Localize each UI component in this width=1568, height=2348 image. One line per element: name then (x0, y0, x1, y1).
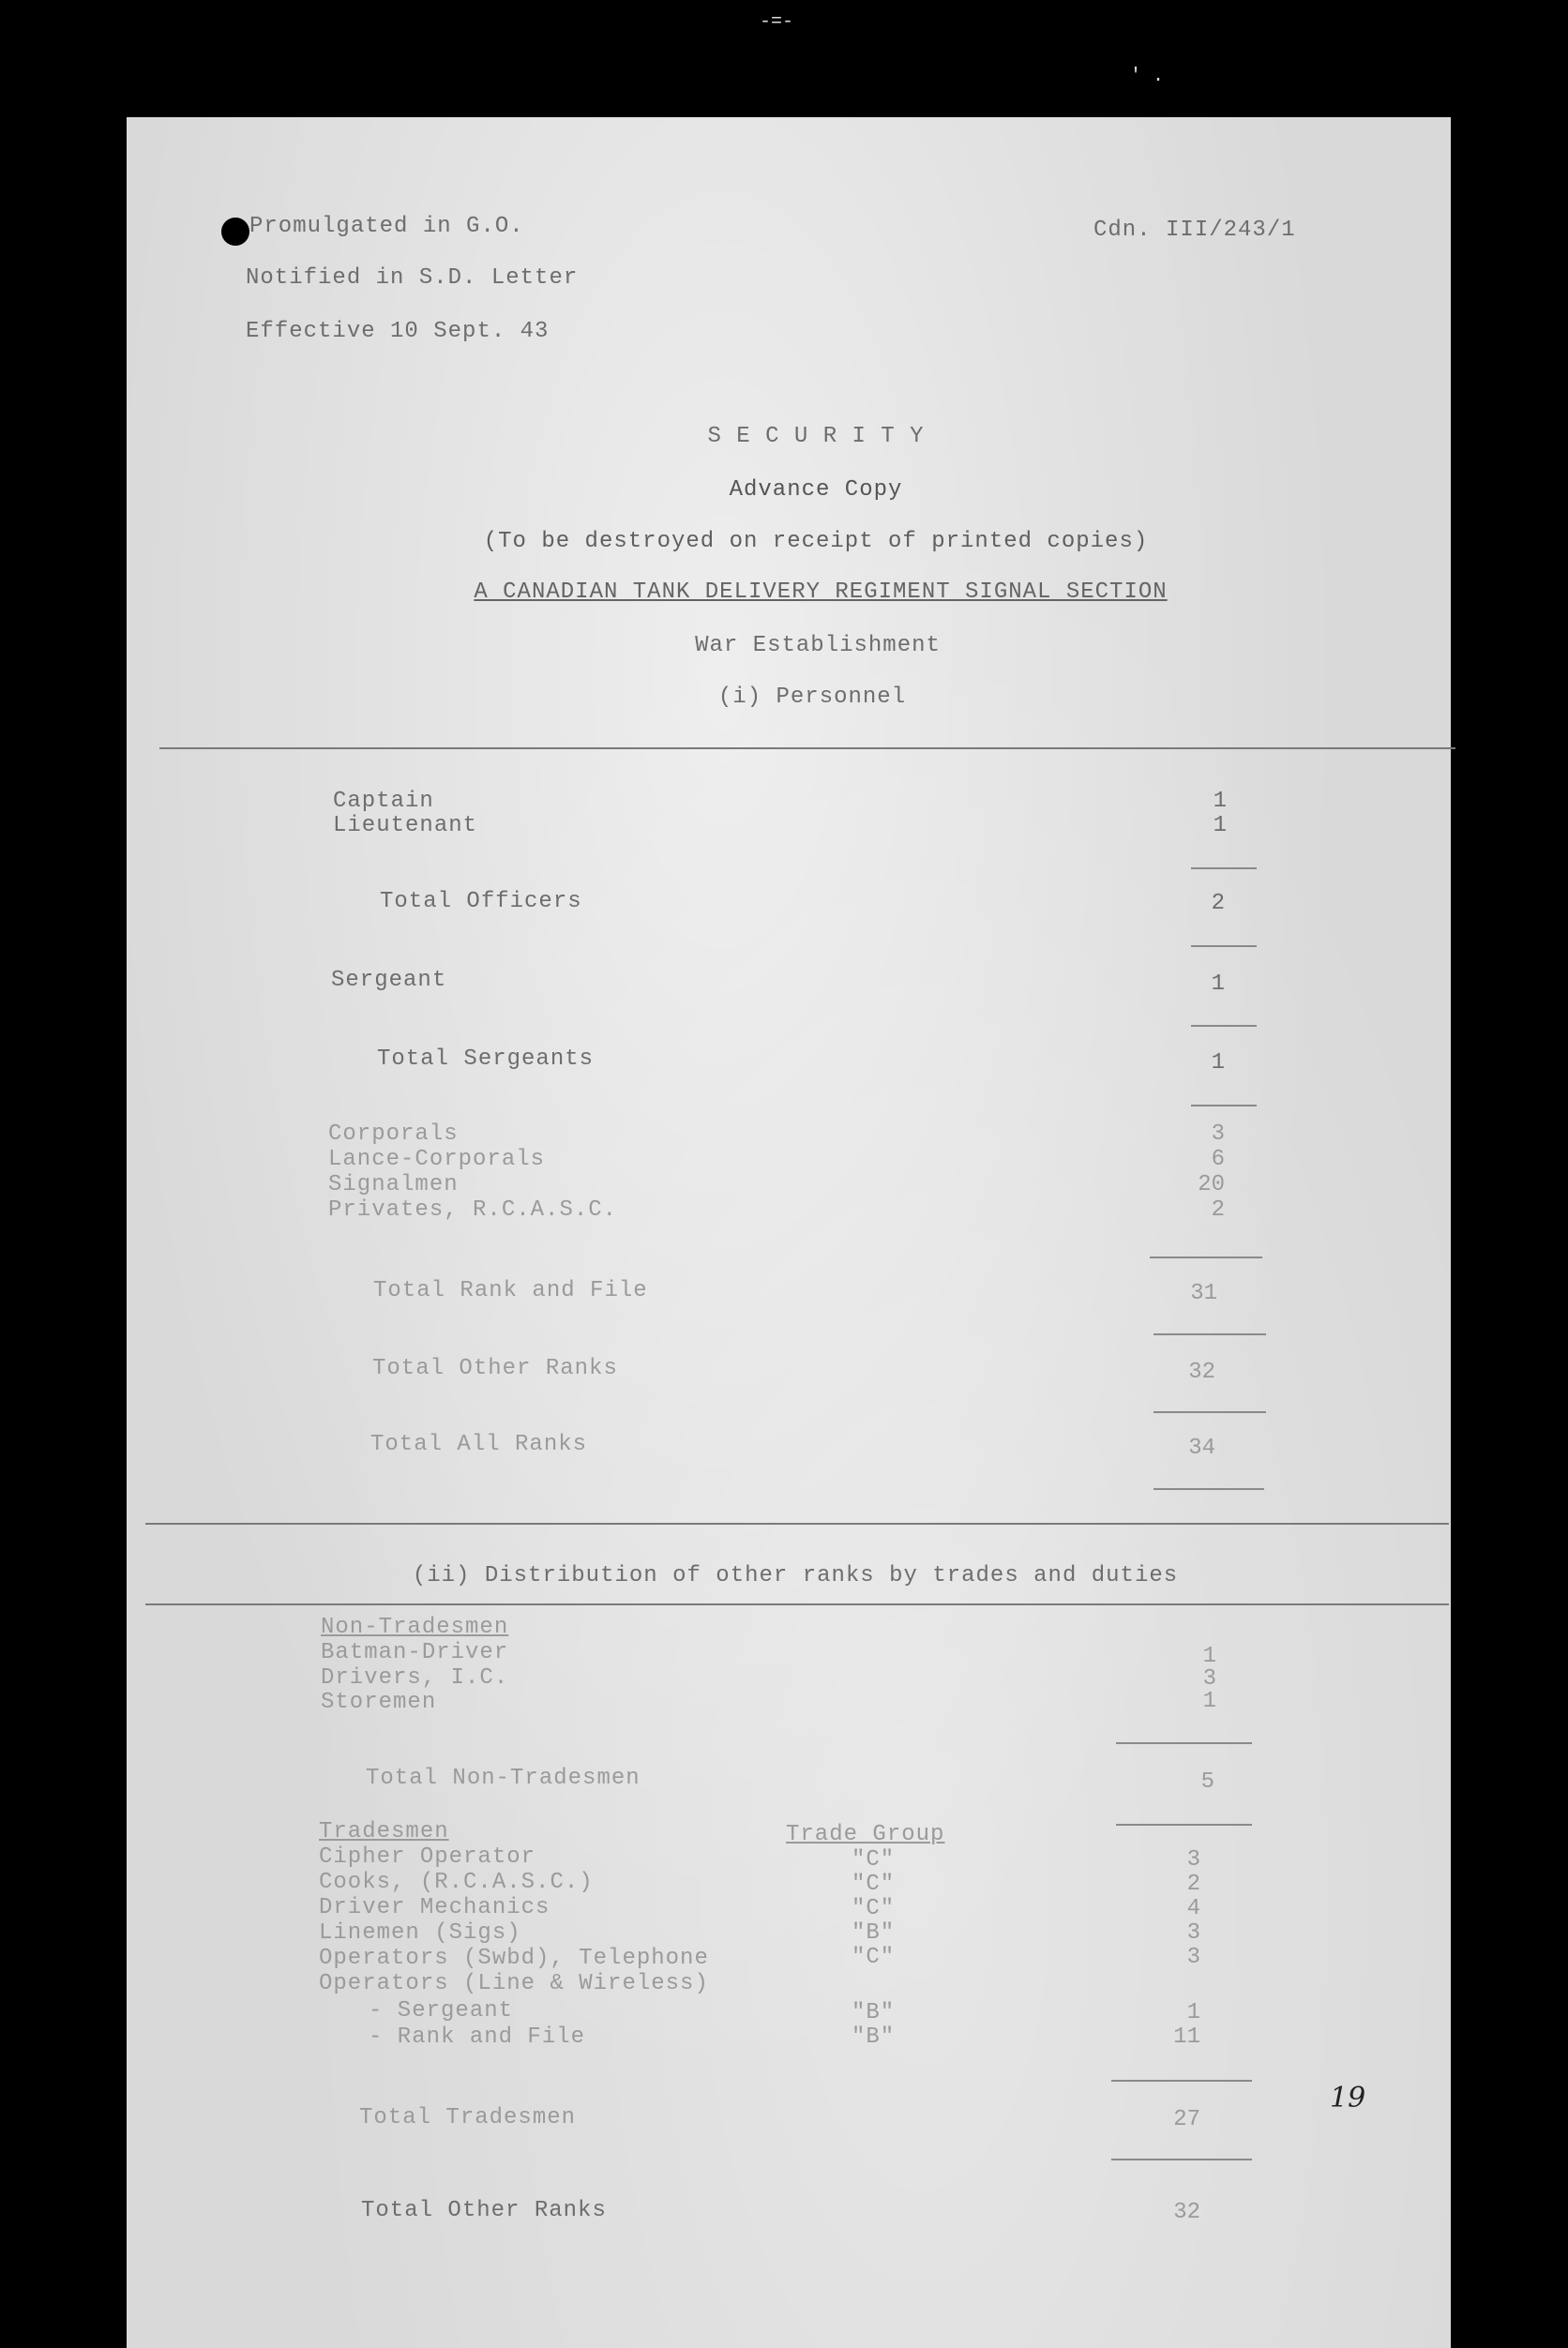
total-rank-file-value: 31 (1190, 1281, 1217, 1306)
op-sergeant-value: 1 (1186, 2000, 1200, 2025)
subtotal-rule (1153, 1411, 1266, 1413)
lance-corporals-label: Lance-Corporals (328, 1147, 546, 1172)
total-officers-label: Total Officers (380, 889, 582, 914)
cipher-value: 3 (1186, 1847, 1200, 1873)
destroy-note: (To be destroyed on receipt of printed copies) (483, 529, 1149, 554)
subtotal-rule (1111, 2080, 1252, 2082)
corporals-value: 3 (1211, 1121, 1225, 1147)
security-heading: S E C U R I T Y (707, 424, 925, 449)
signalmen-label: Signalmen (328, 1172, 459, 1197)
op-rank-file-label: - Rank and File (369, 2024, 586, 2050)
advance-copy: Advance Copy (729, 477, 903, 503)
section-divider (145, 1603, 1449, 1605)
cooks-value: 2 (1186, 1872, 1200, 1897)
batman-label: Batman-Driver (321, 1640, 509, 1665)
total-other-ranks-final-value: 32 (1173, 2200, 1200, 2225)
non-tradesmen-heading: Non-Tradesmen (321, 1615, 509, 1640)
effective-line: Effective 10 Sept. 43 (246, 319, 550, 344)
cooks-group: "C" (852, 1872, 896, 1897)
cipher-label: Cipher Operator (319, 1844, 536, 1870)
op-sergeant-label: - Sergeant (369, 1998, 514, 2024)
cooks-label: Cooks, (R.C.A.S.C.) (319, 1870, 594, 1895)
total-officers-value: 2 (1211, 891, 1225, 916)
total-non-tradesmen-value: 5 (1200, 1769, 1214, 1795)
unit-title: A CANADIAN TANK DELIVERY REGIMENT SIGNAL SECTION (474, 579, 1168, 605)
subtotal-rule (1116, 1824, 1252, 1826)
subtotal-rule (1191, 867, 1257, 869)
privates-label: Privates, R.C.A.S.C. (328, 1197, 618, 1223)
operators-lw-label: Operators (Line & Wireless) (319, 1971, 709, 1996)
subtotal-rule (1111, 2159, 1252, 2160)
total-other-ranks-label: Total Other Ranks (372, 1356, 618, 1381)
subtotal-rule (1116, 1742, 1252, 1744)
storemen-label: Storemen (321, 1690, 437, 1715)
storemen-value: 1 (1202, 1689, 1216, 1714)
driver-mechanics-value: 4 (1186, 1896, 1200, 1921)
drivers-value: 3 (1202, 1666, 1216, 1692)
part-one-heading: (i) Personnel (717, 685, 907, 710)
total-non-tradesmen-label: Total Non-Tradesmen (366, 1766, 641, 1791)
total-other-ranks-final-label: Total Other Ranks (361, 2198, 607, 2223)
scan-mark: ' . (1130, 66, 1165, 87)
subtotal-rule (1191, 945, 1257, 947)
war-establishment: War Establishment (695, 633, 941, 658)
sergeant-value: 1 (1211, 971, 1225, 997)
op-sergeant-group: "B" (852, 2000, 896, 2025)
operators-swbd-value: 3 (1186, 1945, 1200, 1970)
drivers-label: Drivers, I.C. (321, 1665, 509, 1691)
corporals-label: Corporals (328, 1121, 459, 1147)
scan-mark: -=- (760, 11, 794, 33)
privates-value: 2 (1211, 1197, 1225, 1223)
operators-swbd-group: "C" (852, 1945, 896, 1970)
total-other-ranks-value: 32 (1188, 1360, 1215, 1385)
subtotal-rule (1153, 1488, 1264, 1490)
linemen-group: "B" (852, 1920, 896, 1946)
notified-line: Notified in S.D. Letter (246, 265, 579, 291)
subtotal-rule (1150, 1257, 1262, 1258)
lieutenant-label: Lieutenant (333, 813, 478, 838)
section-divider (159, 747, 1455, 749)
part-two-heading: (ii) Distribution of other ranks by trades and duties (412, 1563, 1179, 1588)
total-sergeants-label: Total Sergeants (377, 1046, 595, 1072)
captain-value: 1 (1213, 789, 1227, 814)
tradesmen-heading: Tradesmen (319, 1819, 449, 1844)
lance-corporals-value: 6 (1211, 1147, 1225, 1172)
document-page (127, 117, 1451, 2348)
total-rank-file-label: Total Rank and File (373, 1278, 648, 1303)
file-reference: Cdn. III/243/1 (1093, 218, 1296, 243)
handwritten-annotation: 19 (1330, 2082, 1366, 2115)
subtotal-rule (1191, 1105, 1257, 1106)
total-tradesmen-label: Total Tradesmen (359, 2105, 577, 2130)
total-all-ranks-label: Total All Ranks (370, 1432, 588, 1457)
trade-group-heading: Trade Group (786, 1822, 945, 1847)
subtotal-rule (1191, 1025, 1257, 1027)
cipher-group: "C" (852, 1847, 896, 1873)
punch-hole (221, 218, 249, 246)
total-all-ranks-value: 34 (1188, 1436, 1215, 1461)
op-rank-file-value: 11 (1173, 2024, 1200, 2050)
batman-value: 1 (1202, 1644, 1216, 1669)
total-sergeants-value: 1 (1211, 1050, 1225, 1076)
sergeant-label: Sergeant (331, 968, 447, 993)
driver-mechanics-label: Driver Mechanics (319, 1895, 550, 1920)
op-rank-file-group: "B" (852, 2024, 896, 2050)
signalmen-value: 20 (1198, 1172, 1225, 1197)
linemen-value: 3 (1186, 1920, 1200, 1946)
lieutenant-value: 1 (1213, 813, 1227, 838)
subtotal-rule (1153, 1333, 1266, 1335)
operators-swbd-label: Operators (Swbd), Telephone (319, 1946, 709, 1971)
linemen-label: Linemen (Sigs) (319, 1920, 521, 1946)
promulgated-line: Promulgated in G.O. (249, 214, 524, 239)
total-tradesmen-value: 27 (1173, 2107, 1200, 2132)
driver-mechanics-group: "C" (852, 1896, 896, 1921)
captain-label: Captain (333, 789, 434, 814)
section-divider (145, 1523, 1449, 1525)
